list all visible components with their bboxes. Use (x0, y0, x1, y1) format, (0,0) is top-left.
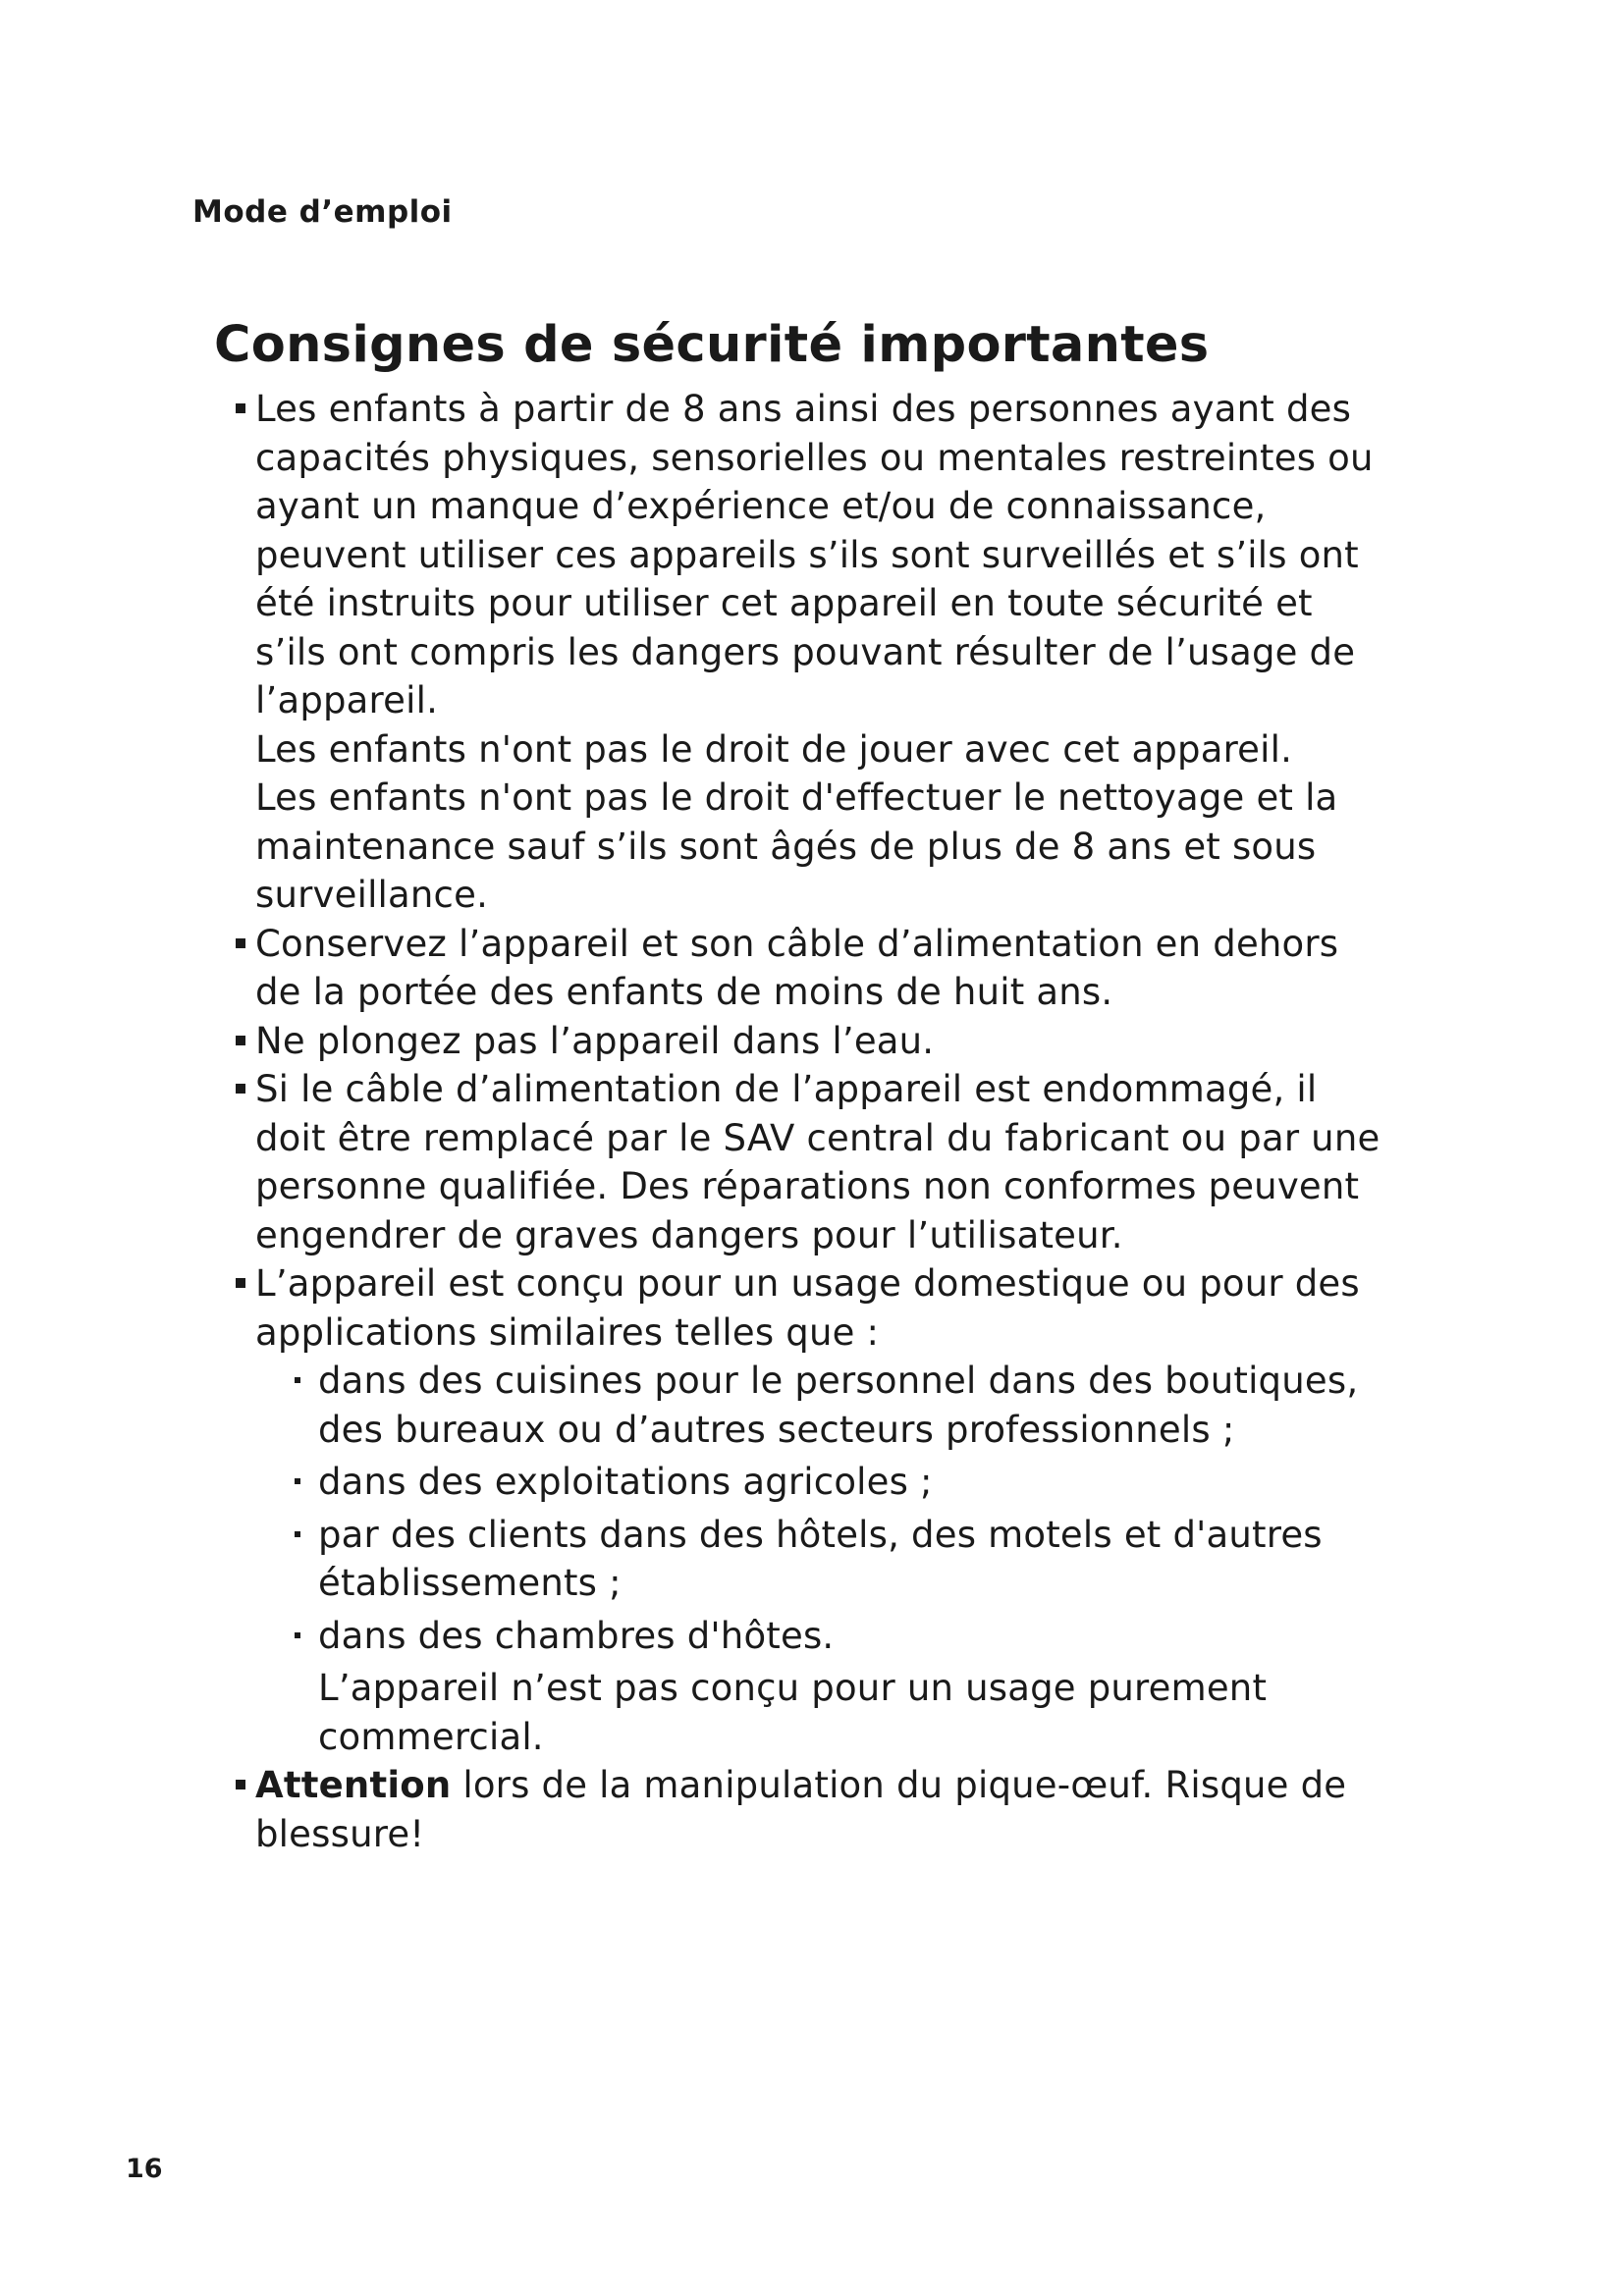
list-item (295, 1357, 1388, 1454)
paragraph-no-play: Les enfants n'ont pas le droit de jouer avec cet appareil. (255, 727, 1293, 771)
bullet-text: Ne plongez pas l’appareil dans l’eau. (255, 1019, 935, 1062)
bullet-item-storage (240, 920, 1388, 1017)
commercial-use-note: L’appareil n’est pas conçu pour un usage purement commercial. (318, 1667, 1268, 1758)
list-item-text: dans des chambres d'hôtes. (318, 1614, 835, 1657)
dot-bullet-icon (295, 1478, 300, 1484)
bullet-text: Si le câble d’alimentation de l’appareil est endommagé, il doit être remplacé par le SAV central du fabricant ou par une personne qualifiée. Des réparations non conformes peuvent engendrer de graves dangers pour l’utilisateur. (255, 1068, 1380, 1256)
usage-sublist (295, 1357, 1388, 1660)
bullet-item-children-usage (240, 385, 1388, 725)
header-label: Mode d’emploi (192, 194, 453, 230)
safety-instructions (240, 385, 1388, 1858)
attention-label: Attention (255, 1764, 452, 1806)
bullet-text: L’appareil est conçu pour un usage domestique ou pour des applications similaires telles que : (255, 1262, 1360, 1354)
list-item (295, 1511, 1388, 1608)
dot-bullet-icon (295, 1632, 300, 1638)
bullet-item-water (240, 1017, 1388, 1066)
square-bullet-icon (236, 403, 245, 413)
list-item-text: dans des cuisines pour le personnel dans des boutiques, des bureaux ou d’autres secteurs professionnels ; (318, 1360, 1359, 1451)
square-bullet-icon (236, 1084, 245, 1094)
bullet-item-domestic-use (240, 1259, 1388, 1357)
dot-bullet-icon (295, 1377, 300, 1383)
bullet-text: Les enfants à partir de 8 ans ainsi des personnes ayant des capacités physiques, sensorielles ou mentales restreintes ou ayant un manque d’expérience et/ou de connaissance, peuvent utiliser ces appareils s’ils sont surveillés et s’ils ont été instruits pour utiliser cet appareil en toute sécurité et s’ils ont compris les dangers pouvant résulter de l’usage de l’appareil. (255, 388, 1374, 721)
bullet-text: Conservez l’appareil et son câble d’alimentation en dehors de la portée des enfants de moins de huit ans. (255, 922, 1339, 1013)
list-item (295, 1612, 1388, 1661)
square-bullet-icon (236, 1780, 245, 1789)
list-item-text: dans des exploitations agricoles ; (318, 1461, 933, 1503)
dot-bullet-icon (295, 1531, 300, 1537)
bullet-item-attention (240, 1761, 1388, 1858)
page-title: Consignes de sécurité importantes (214, 316, 1210, 374)
square-bullet-icon (236, 938, 245, 948)
bullet-item-damaged-cable (240, 1065, 1388, 1259)
list-item-text: par des clients dans des hôtels, des motels et d'autres établissements ; (318, 1513, 1323, 1604)
square-bullet-icon (236, 1278, 245, 1288)
square-bullet-icon (236, 1036, 245, 1045)
list-item (295, 1458, 1388, 1507)
paragraph-no-cleaning: Les enfants n'ont pas le droit d'effectuer le nettoyage et la maintenance sauf s’ils sont âgés de plus de 8 ans et sous surveillance. (255, 776, 1338, 916)
bullet-text: lors de la manipulation du pique-œuf. Risque de blessure! (255, 1764, 1347, 1855)
page-number: 16 (126, 2154, 163, 2184)
